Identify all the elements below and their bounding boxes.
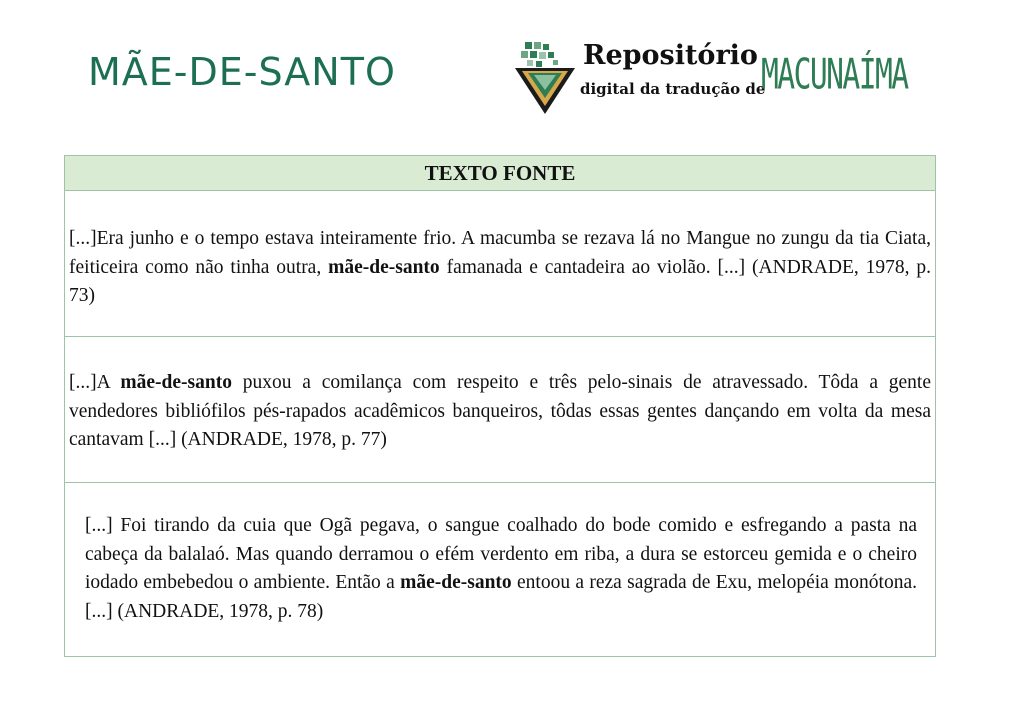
table-row <box>65 483 935 656</box>
quote-text: [...] Foi tirando da cuia que Ogã pegava, o sangue coalhado do bode comido e esfregando a pasta na cabeça da balalaó. Mas quando derramou o efém verdento em riba, a dura se estorceu gemida e o cheiro iodado embebedou o ambiente. Então a mãe-de-santo entoou a reza sagrada de Exu, melopéia monótona. [...] (ANDRADE, 1978, p. 78) <box>85 515 917 622</box>
quote-text: [...]A mãe-de-santo puxou a comilança com respeito e três pelo-sinais de atravessado. Tôda a gente vendedores bibliófilos pés-rapados acadêmicos banqueiros, tôdas essas gentes dançando em volta da mesa cantavam [...] (ANDRADE, 1978, p. 77) <box>69 372 931 450</box>
logo-subtitle: digital da tradução de <box>580 80 766 98</box>
table-row <box>65 191 935 337</box>
table-header: TEXTO FONTE <box>65 156 935 191</box>
logo-title: Repositório <box>583 40 758 71</box>
logo-brand: MACUNAÍMA <box>761 50 908 99</box>
repository-logo-icon <box>513 40 579 116</box>
quote-text: [...]Era junho e o tempo estava inteiramente frio. A macumba se rezava lá no Mangue no zungu da tia Ciata, feiticeira como não tinha outra, mãe-de-santo famanada e cantadeira ao violão. [...] (ANDRADE, 1978, p. 73) <box>69 228 931 306</box>
highlighted-term: mãe-de-santo <box>400 572 512 593</box>
highlighted-term: mãe-de-santo <box>120 372 232 393</box>
source-text-table <box>64 155 936 657</box>
page-title: MÃE-DE-SANTO <box>88 50 396 94</box>
highlighted-term: mãe-de-santo <box>328 256 440 278</box>
table-row <box>65 337 935 483</box>
repository-logo <box>513 40 933 120</box>
